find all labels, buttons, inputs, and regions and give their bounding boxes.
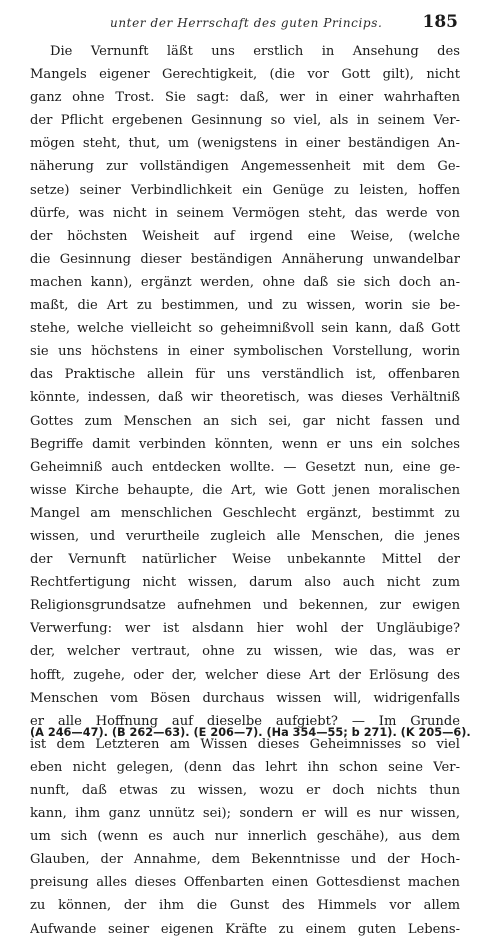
- book-page: [30, 10, 471, 937]
- text-line: näherung zur vollständigen Angemessenheit mit dem Ge-: [30, 159, 460, 175]
- page-header: [30, 10, 460, 36]
- text-line: setze) seiner Verbindlichkeit ein Genüge zu leisten, hoffen: [30, 182, 460, 198]
- running-head: unter der Herrschaft des guten Princips.: [110, 16, 383, 30]
- text-line: nunft, daß etwas zu wissen, wozu er doch nichts thun: [30, 783, 460, 798]
- text-line: Gottes zum Menschen an sich sei, gar nicht fassen und: [30, 413, 460, 429]
- text-line: das Praktische allein für uns verständlich ist, offenbaren: [30, 367, 460, 383]
- text-line: Verwerfung: wer ist alsdann hier wohl der Ungläubige?: [30, 621, 460, 637]
- text-line: kann, ihm ganz unnütz sei); sondern er will es nur wissen,: [30, 806, 460, 822]
- text-line: um sich (wenn es auch nur innerlich geschähe), aus dem: [30, 829, 460, 845]
- text-line: preisung alles dieses Offenbarten einen Gottesdienst machen: [30, 875, 460, 891]
- text-line: stehe, welche vielleicht so geheimnißvoll sein kann, daß Gott: [30, 321, 460, 337]
- text-line: Glauben, der Annahme, dem Bekenntnisse und der Hoch-: [30, 852, 460, 868]
- text-line: die Gesinnung dieser beständigen Annäherung unwandelbar: [30, 251, 460, 267]
- text-line: Menschen vom Bösen durchaus wissen will, widrigenfalls: [30, 690, 460, 706]
- text-line: maßt, die Art zu bestimmen, und zu wissen, worin sie be-: [30, 298, 460, 314]
- text-line: machen kann), ergänzt werden, ohne daß sie sich doch an-: [30, 274, 460, 290]
- text-line: wissen, und verurtheile zugleich alle Menschen, die jenes: [30, 528, 460, 544]
- text-line: Mangels eigener Gerechtigkeit, (die vor Gott gilt), nicht: [30, 67, 460, 83]
- body-text: [30, 40, 471, 941]
- text-line: wisse Kirche behaupte, die Art, wie Gott jenen moralischen: [30, 482, 460, 498]
- text-line: ist dem Letzteren am Wissen dieses Geheimnisses so viel: [30, 736, 460, 752]
- text-line: Rechtfertigung nicht wissen, darum also auch nicht zum: [30, 575, 460, 591]
- text-line: Aufwande seiner eigenen Kräfte zu einem guten Lebens-: [30, 921, 460, 937]
- text-line: Religionsgrundsatze aufnehmen und bekennen, zur ewigen: [30, 598, 460, 614]
- text-line: zu können, der ihm die Gunst des Himmels vor allem: [30, 898, 460, 914]
- text-line: mögen steht, thut, um (wenigstens in einer beständigen An-: [30, 136, 460, 152]
- text-line: sie uns höchstens in einer symbolischen Vorstellung, worin: [30, 344, 460, 360]
- text-line: hofft, zugehe, oder der, welcher diese Art der Erlösung des: [30, 667, 460, 683]
- text-line: eben nicht gelegen, (denn das lehrt ihn schon seine Ver-: [30, 759, 460, 775]
- text-line: der Vernunft natürlicher Weise unbekannte Mittel der: [30, 552, 460, 568]
- text-line: Begriffe damit verbinden könnten, wenn er uns ein solches: [30, 436, 460, 452]
- page-number: 185: [422, 12, 458, 32]
- text-line: könnte, indessen, daß wir theoretisch, was dieses Verhältniß: [30, 390, 460, 406]
- text-line: dürfe, was nicht in seinem Vermögen steht, das werde von: [30, 205, 460, 221]
- text-line: Geheimniß auch entdecken wollte. — Gesetzt nun, eine ge-: [30, 459, 460, 475]
- edition-references: (A 246—47). (B 262—63). (E 206—7). (Ha 354—55; b 271). (K 205—6).: [30, 726, 471, 739]
- text-line: der, welcher vertraut, ohne zu wissen, wie das, was er: [30, 644, 460, 660]
- text-line: ganz ohne Trost. Sie sagt: daß, wer in einer wahrhaften: [30, 90, 460, 106]
- text-line: der höchsten Weisheit auf irgend eine Weise, (welche: [30, 228, 460, 244]
- text-line: er alle Hoffnung auf dieselbe aufgiebt? — Im Grunde: [30, 713, 460, 729]
- text-line: der Pflicht ergebenen Gesinnung so viel, als in seinem Ver-: [30, 113, 460, 129]
- text-line: Mangel am menschlichen Geschlecht ergänzt, bestimmt zu: [30, 505, 460, 521]
- text-line: Die Vernunft läßt uns erstlich in Ansehung des: [50, 44, 460, 59]
